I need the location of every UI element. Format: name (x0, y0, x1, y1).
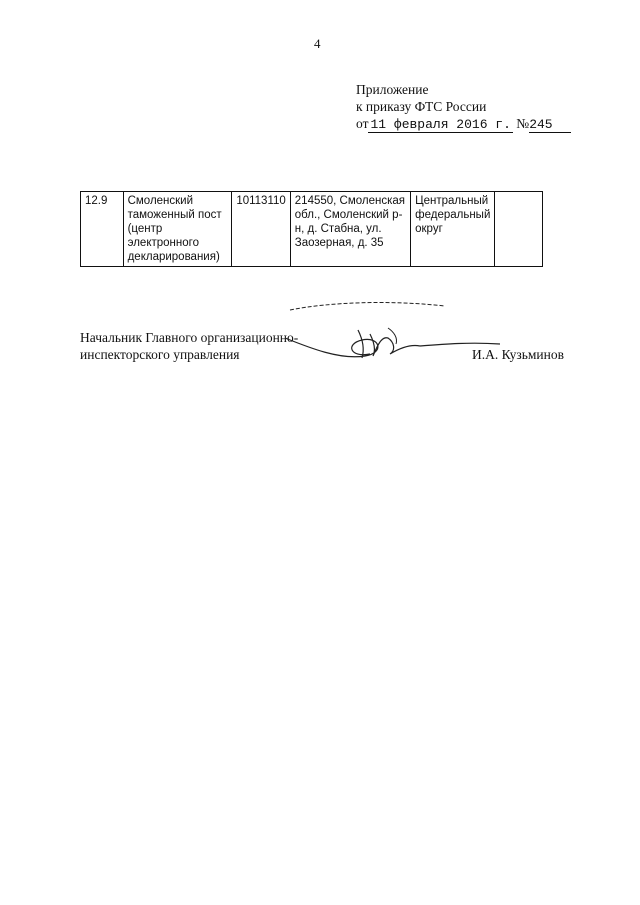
appendix-date-line (356, 115, 571, 133)
appendix-number: 245 (529, 117, 570, 133)
signer-title-line2: инспекторского управления (80, 347, 240, 362)
table-row (81, 192, 543, 267)
appendix-header (356, 81, 571, 133)
appendix-order-ref: к приказу ФТС России (356, 99, 487, 114)
handwritten-signature (270, 298, 510, 378)
signer-name: И.А. Кузьминов (472, 347, 564, 362)
appendix-title: Приложение (356, 82, 429, 97)
post-code-cell: 10113110 (232, 192, 290, 267)
empty-cell (495, 192, 543, 267)
appendix-number-prefix: № (516, 116, 530, 131)
federal-district-cell: Центральный федеральный округ (411, 192, 495, 267)
appendix-date-prefix: от (356, 116, 369, 131)
signer-title-line1: Начальник Главного организационно- (80, 330, 299, 345)
page-number: 4 (314, 36, 321, 51)
post-address-cell: 214550, Смоленская обл., Смоленский р-н, д. Стабна, ул. Заозерная, д. 35 (290, 192, 410, 267)
customs-post-table (80, 191, 543, 267)
post-name-cell: Смоленский таможенный пост (центр электронного декларирования) (123, 192, 232, 267)
appendix-date: 11 февраля 2016 г. (370, 117, 511, 132)
row-number-cell: 12.9 (81, 192, 124, 267)
